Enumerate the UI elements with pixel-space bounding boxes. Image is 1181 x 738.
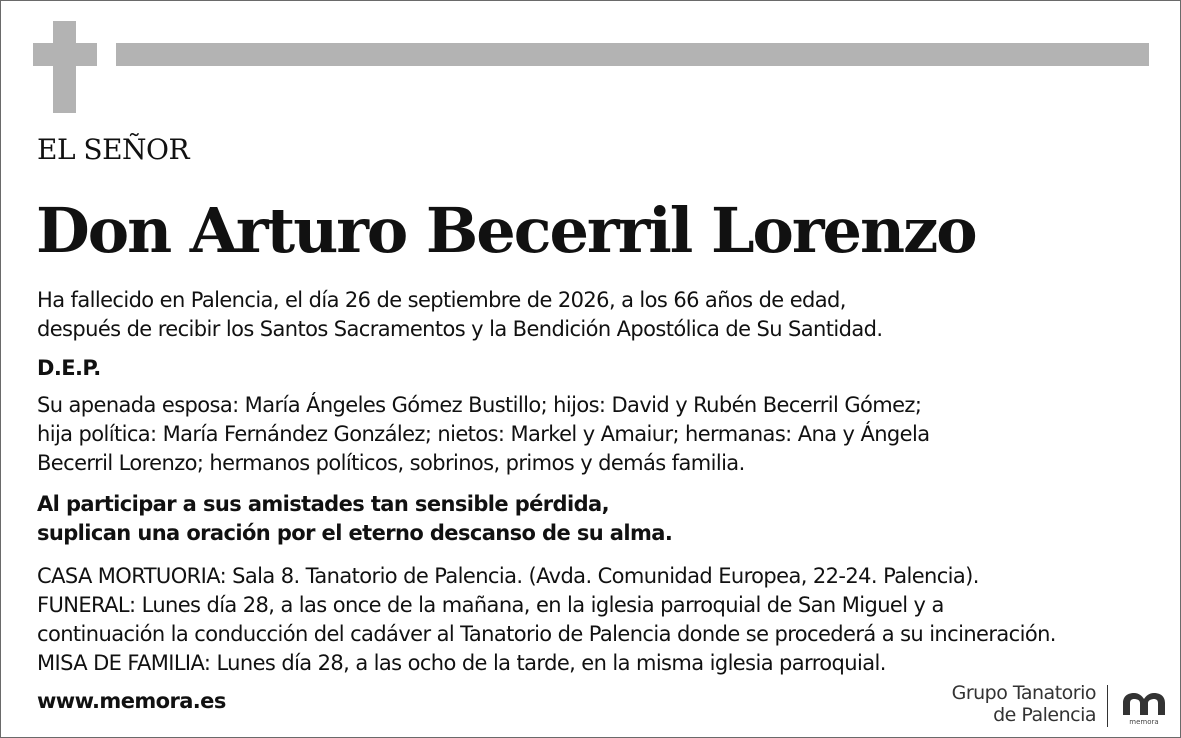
family-line: hija política: María Fernández González; nietos: Markel y Amaiur; hermanas: Ana y Ángela: [37, 422, 930, 446]
company-name-line1: Grupo Tanatorio: [951, 682, 1096, 704]
dep-label: D.E.P.: [37, 356, 101, 380]
header-rule: [116, 43, 1149, 66]
announcement-line: después de recibir los Santos Sacramentos y la Bendición Apostólica de Su Santidad.: [37, 317, 883, 341]
prayer-request-line: suplican una oración por el eterno descanso de su alma.: [37, 521, 673, 545]
service-details-line: continuación la conducción del cadáver al Tanatorio de Palencia donde se procederá a su incineración.: [37, 622, 1056, 646]
announcement-line: Ha fallecido en Palencia, el día 26 de septiembre de 2026, a los 66 años de edad,: [37, 288, 846, 312]
prayer-request-line: Al participar a sus amistades tan sensible pérdida,: [37, 492, 609, 516]
company-name: [952, 682, 1096, 726]
logo-divider: [1107, 685, 1108, 727]
website-link[interactable]: www.memora.es: [37, 689, 226, 713]
service-details-line: MISA DE FAMILIA: Lunes día 28, a las ocho de la tarde, en la misma iglesia parroquial.: [37, 651, 886, 675]
service-details-line: FUNERAL: Lunes día 28, a las once de la mañana, en la iglesia parroquial de San Miguel y a: [37, 593, 944, 617]
service-details: [37, 562, 1056, 678]
family-line: Su apenada esposa: María Ángeles Gómez Bustillo; hijos: David y Rubén Becerril Gómez;: [37, 393, 922, 417]
family-line: Becerril Lorenzo; hermanos políticos, sobrinos, primos y demás familia.: [37, 451, 745, 475]
cross-icon-horizontal: [33, 43, 97, 66]
deceased-name: Don Arturo Becerril Lorenzo: [36, 194, 976, 267]
prayer-request: [37, 490, 672, 548]
company-name-line2: de Palencia: [993, 704, 1096, 726]
service-details-line: CASA MORTUORIA: Sala 8. Tanatorio de Palencia. (Avda. Comunidad Europea, 22-24. Palencia).: [37, 564, 979, 588]
honorific: EL SEÑOR: [37, 133, 190, 166]
announcement-paragraph: [37, 286, 882, 344]
cross-icon-vertical: [53, 21, 76, 113]
logo-wordmark: memora: [1129, 718, 1159, 726]
family-paragraph: [37, 391, 929, 478]
